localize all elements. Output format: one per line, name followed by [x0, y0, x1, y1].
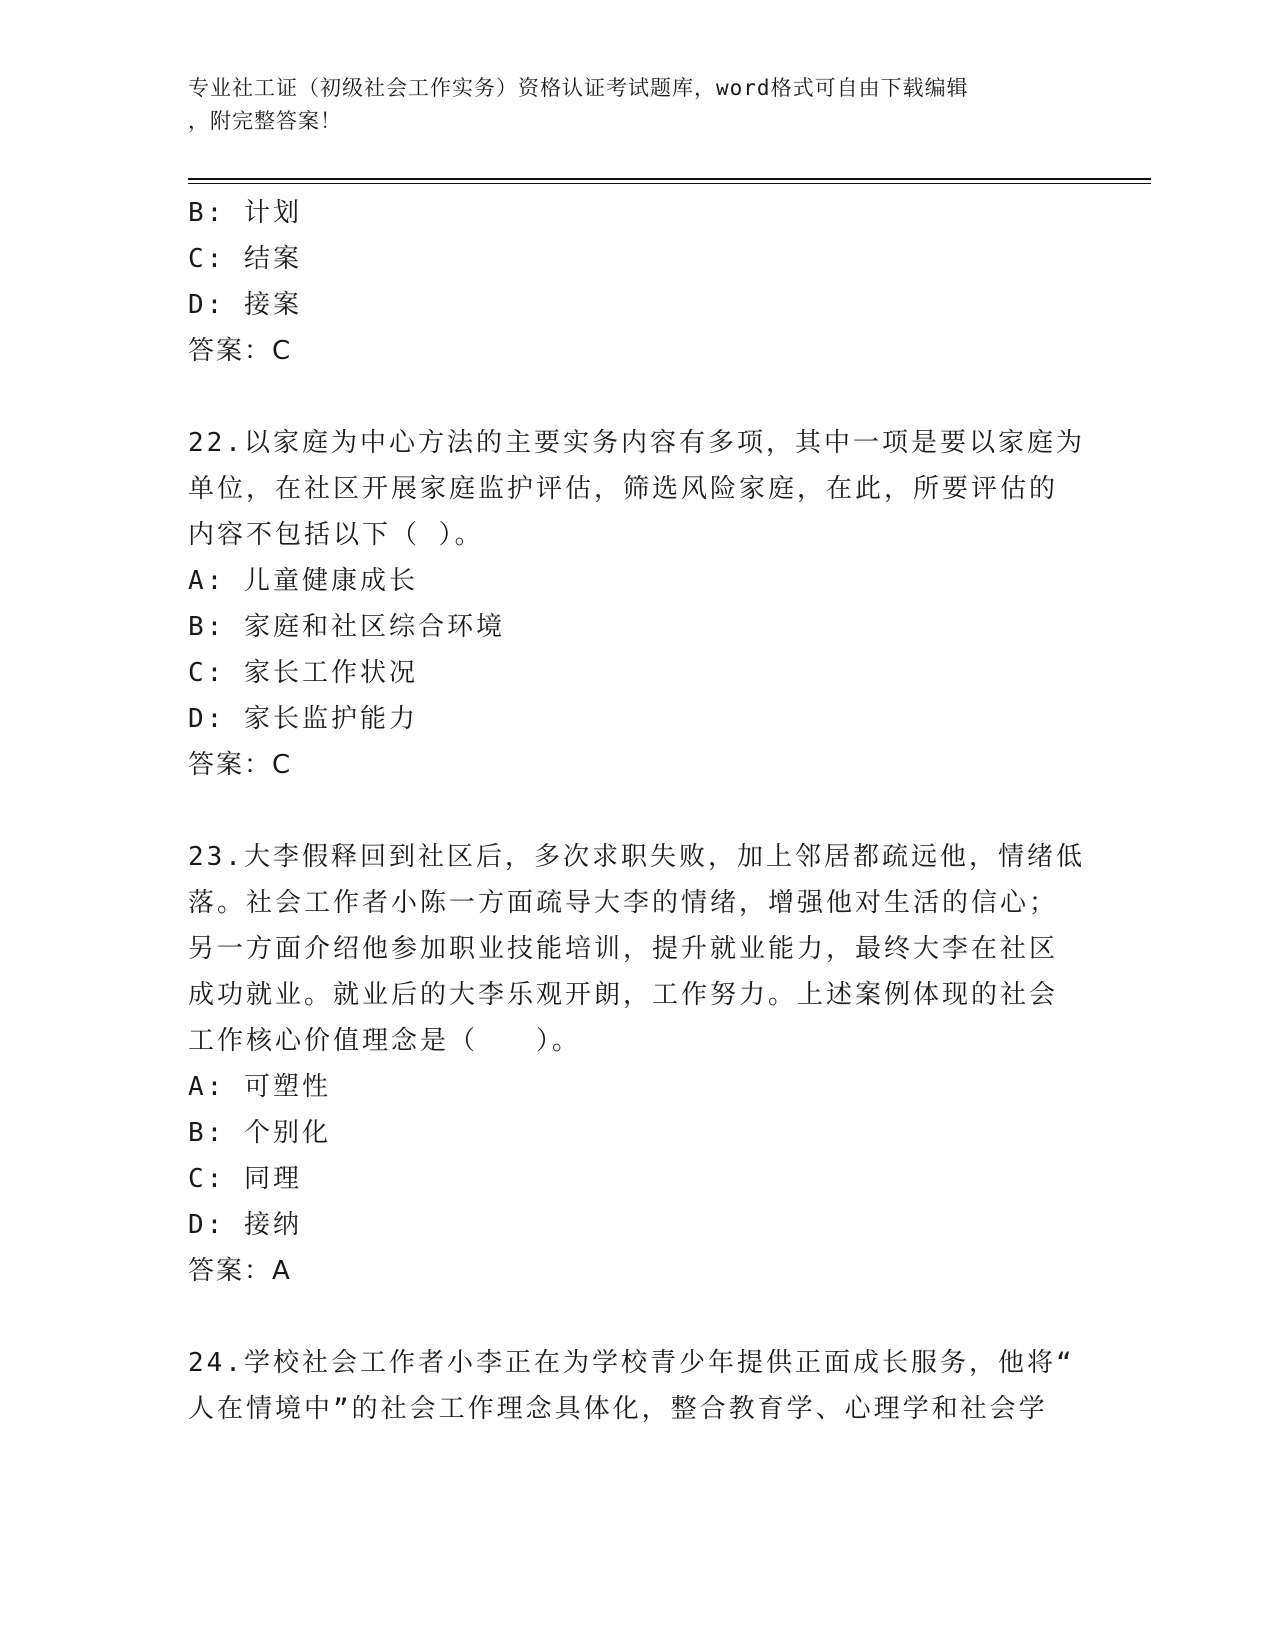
option-c: C: 家长工作状况	[188, 658, 418, 688]
option-c: C: 同理	[188, 1164, 302, 1194]
spacer	[188, 1294, 1088, 1340]
header-line-1: 专业社工证（初级社会工作实务）资格认证考试题库，word格式可自由下载编辑	[188, 76, 969, 100]
question-23	[188, 834, 1088, 1294]
option-c: C: 结案	[188, 244, 302, 274]
option-d: D: 接案	[188, 290, 302, 320]
question-stem-line: 23.大李假释回到社区后，多次求职失败，加上邻居都疏远他，情绪低	[188, 842, 1085, 872]
header-line-2: ，附完整答案！	[188, 109, 342, 133]
header-divider-thin	[188, 183, 1151, 184]
question-stem-line: 24.学校社会工作者小李正在为学校青少年提供正面成长服务，他将“	[188, 1348, 1075, 1378]
answer: 答案：C	[188, 336, 293, 366]
option-d: D: 接纳	[188, 1210, 302, 1240]
spacer	[188, 788, 1088, 834]
option-a: A: 可塑性	[188, 1072, 331, 1102]
answer: 答案：A	[188, 1256, 292, 1286]
question-stem-line: 落。社会工作者小陈一方面疏导大李的情绪，增强他对生活的信心；	[188, 888, 1059, 918]
question-stem-line: 成功就业。就业后的大李乐观开朗，工作努力。上述案例体现的社会	[188, 980, 1059, 1010]
question-stem-line: 人在情境中”的社会工作理念具体化，整合教育学、心理学和社会学	[188, 1394, 1048, 1424]
question-22	[188, 420, 1088, 788]
spacer	[188, 374, 1088, 420]
question-stem-line: 22.以家庭为中心方法的主要实务内容有多项，其中一项是要以家庭为	[188, 428, 1085, 458]
answer: 答案：C	[188, 750, 293, 780]
option-b: B: 家庭和社区综合环境	[188, 612, 505, 642]
option-a: A: 儿童健康成长	[188, 566, 418, 596]
question-21-tail	[188, 190, 1088, 374]
question-stem-line: 单位，在社区开展家庭监护评估，筛选风险家庭，在此，所要评估的	[188, 474, 1059, 504]
question-24	[188, 1340, 1088, 1432]
option-b: B: 个别化	[188, 1118, 331, 1148]
question-stem-line: 内容不包括以下（ ）。	[188, 520, 484, 550]
question-content	[188, 190, 1088, 1432]
question-stem-line: 另一方面介绍他参加职业技能培训，提升就业能力，最终大李在社区	[188, 934, 1059, 964]
option-d: D: 家长监护能力	[188, 704, 418, 734]
option-b: B: 计划	[188, 198, 302, 228]
question-stem-line: 工作核心价值理念是（ ）。	[188, 1026, 582, 1056]
header-divider-thick	[188, 178, 1151, 180]
document-header	[188, 72, 1068, 138]
